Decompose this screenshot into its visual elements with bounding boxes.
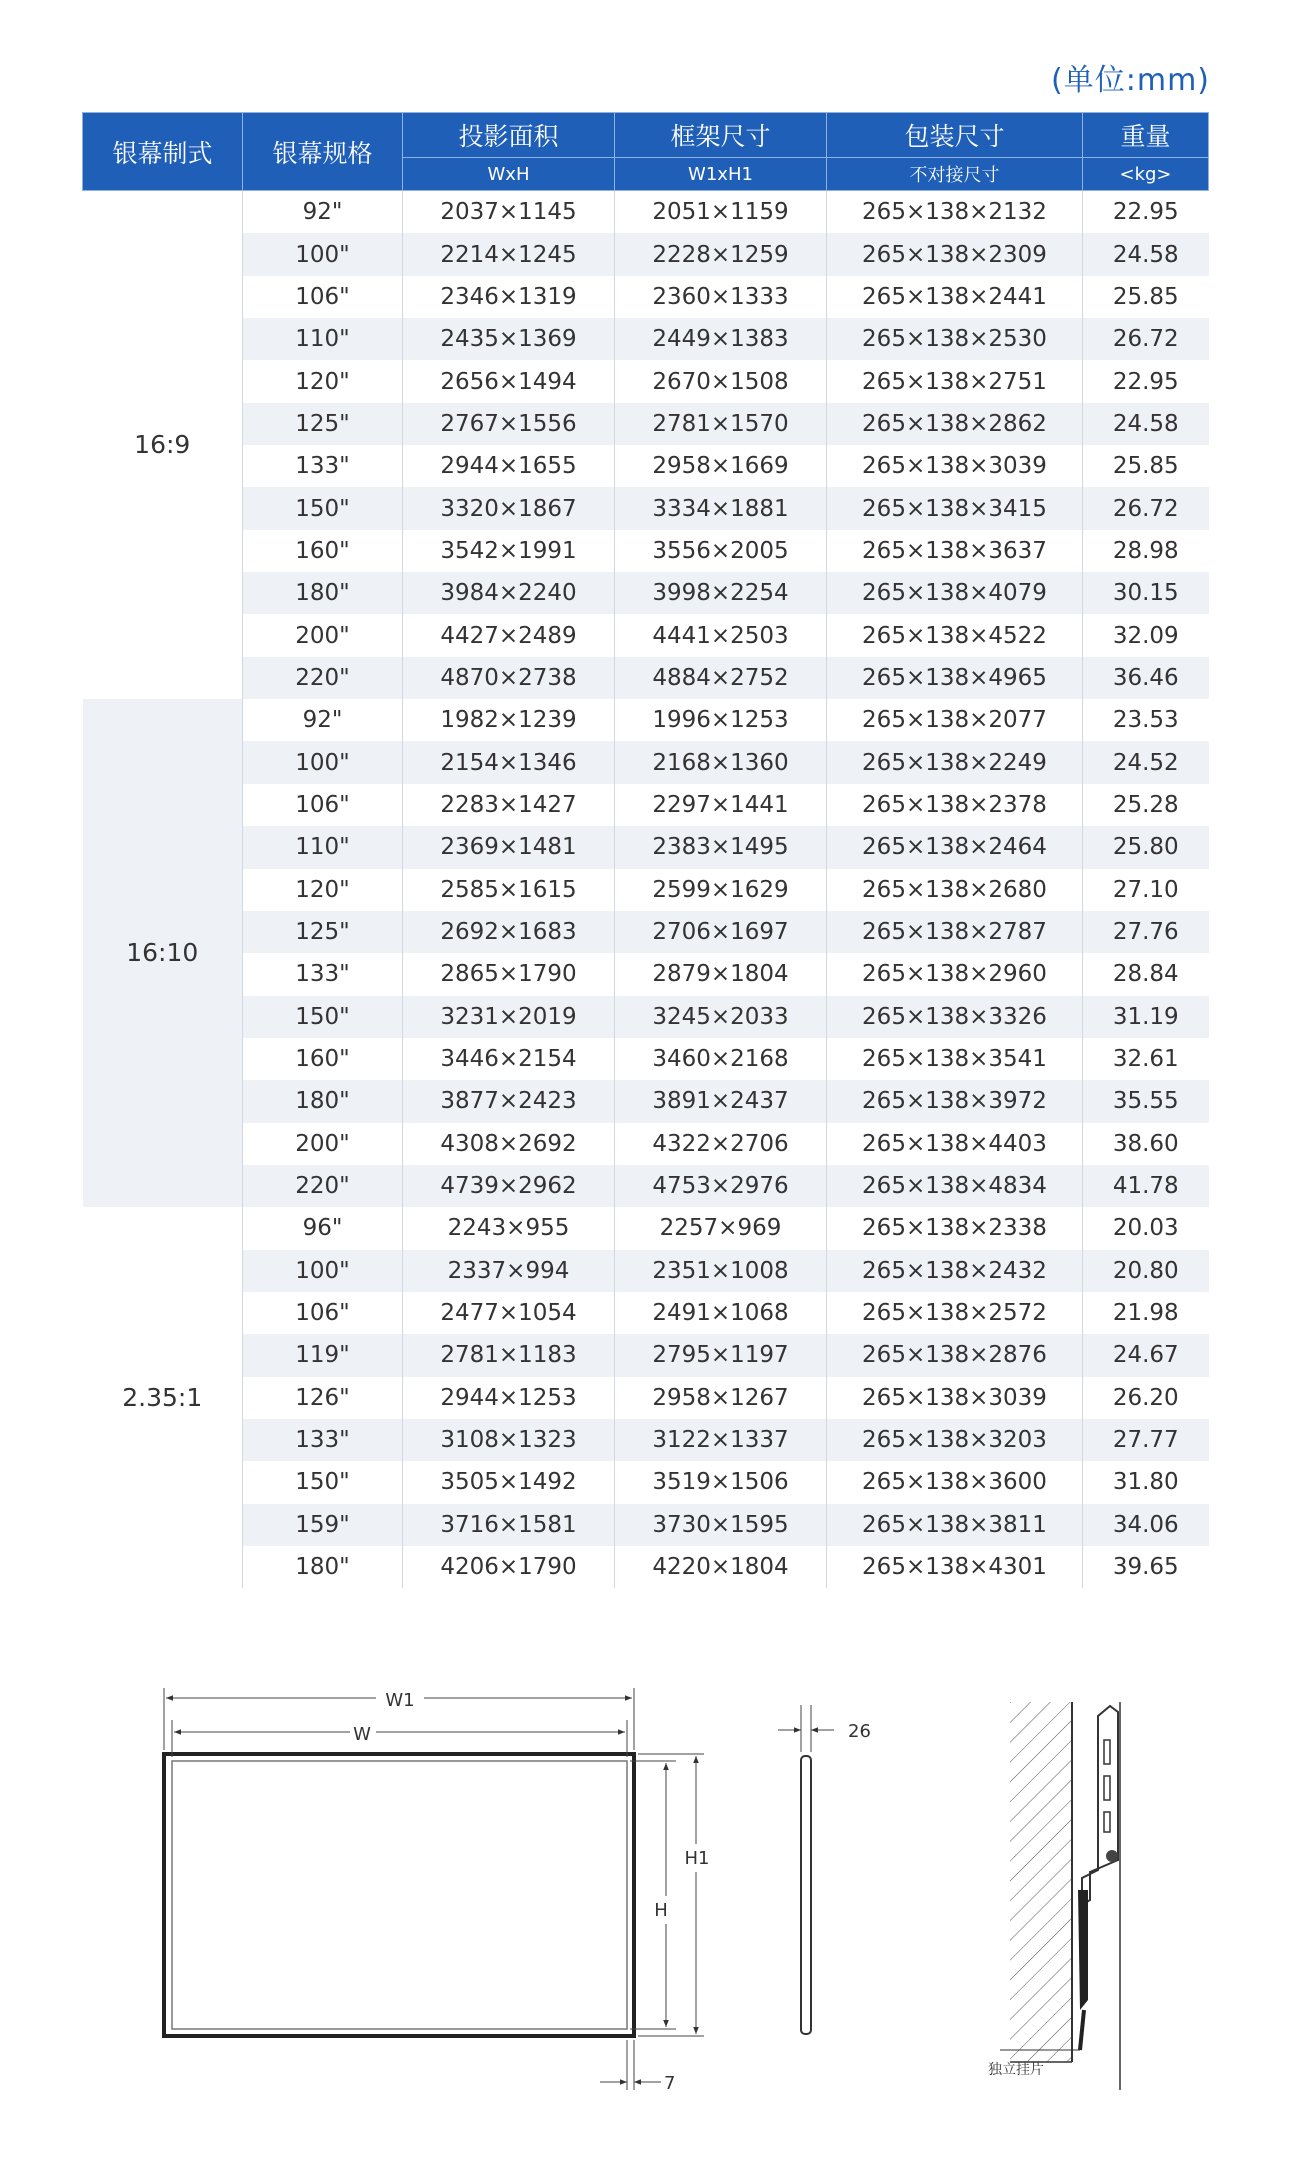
projection-cell: 4308×2692 [403, 1123, 615, 1165]
size-cell: 100" [243, 741, 403, 783]
weight-cell: 31.80 [1112, 1469, 1179, 1496]
frame-cell: 2297×1441 [615, 784, 827, 826]
package-cell: 265×138×2378 [827, 784, 1083, 826]
weight-cell: 32.61 [1112, 1046, 1179, 1073]
size-cell: 92" [243, 191, 403, 234]
weight-cell: 28.98 [1112, 537, 1179, 564]
size-cell: 200" [243, 1123, 403, 1165]
package-cell: 265×138×2787 [827, 911, 1083, 953]
package-cell: 265×138×3203 [827, 1419, 1083, 1461]
weight-cell: 20.03 [1112, 1215, 1179, 1242]
frame-cell: 2958×1267 [615, 1377, 827, 1419]
package-cell: 265×138×2132 [827, 191, 1083, 234]
frame-cell: 2958×1669 [615, 445, 827, 487]
size-cell: 133" [243, 445, 403, 487]
projection-cell: 4739×2962 [403, 1165, 615, 1207]
header-package: 包装尺寸 [827, 113, 1083, 158]
format-cell: 16:9 [83, 191, 243, 700]
format-cell: 16:10 [83, 699, 243, 1207]
frame-cell: 2599×1629 [615, 869, 827, 911]
package-cell: 265×138×2464 [827, 826, 1083, 868]
package-cell: 265×138×2751 [827, 360, 1083, 402]
header-package-sub: 不对接尺寸 [827, 158, 1083, 191]
projection-cell: 2944×1655 [403, 445, 615, 487]
size-cell: 220" [243, 657, 403, 699]
projection-cell: 2283×1427 [403, 784, 615, 826]
projection-cell: 2944×1253 [403, 1377, 615, 1419]
size-cell: 125" [243, 911, 403, 953]
projection-cell: 2435×1369 [403, 318, 615, 360]
size-cell: 96" [243, 1207, 403, 1249]
frame-cell: 4441×2503 [615, 614, 827, 656]
wall-mount-drawing [988, 1702, 1120, 2090]
frame-cell: 2879×1804 [615, 953, 827, 995]
weight-cell: 27.10 [1112, 876, 1179, 903]
package-cell: 265×138×2309 [827, 233, 1083, 275]
size-cell: 150" [243, 1461, 403, 1503]
weight-cell: 24.67 [1083, 1334, 1209, 1376]
package-cell: 265×138×2530 [827, 318, 1083, 360]
weight-cell: 22.95 [1112, 199, 1179, 226]
frame-cell: 3730×1595 [615, 1504, 827, 1546]
size-cell: 160" [243, 530, 403, 572]
size-cell: 220" [243, 1165, 403, 1207]
weight-cell: 32.09 [1112, 622, 1179, 649]
weight-cell: 26.72 [1083, 487, 1209, 529]
header-size: 银幕规格 [243, 113, 403, 191]
projection-cell: 2692×1683 [403, 911, 615, 953]
dim-h1-label: H1 [684, 1848, 710, 1869]
size-cell: 180" [243, 572, 403, 614]
frame-cell: 4220×1804 [615, 1546, 827, 1588]
projection-cell: 3542×1991 [403, 530, 615, 572]
frame-cell: 2449×1383 [615, 318, 827, 360]
frame-cell: 4753×2976 [615, 1165, 827, 1207]
package-cell: 265×138×4834 [827, 1165, 1083, 1207]
size-cell: 125" [243, 403, 403, 445]
projection-cell: 4206×1790 [403, 1546, 615, 1588]
header-frame: 框架尺寸 [615, 113, 827, 158]
weight-cell: 36.46 [1083, 657, 1209, 699]
package-cell: 265×138×4403 [827, 1123, 1083, 1165]
weight-cell: 39.65 [1112, 1554, 1179, 1581]
header-projection: 投影面积 [403, 113, 615, 158]
projection-cell: 2346×1319 [403, 276, 615, 318]
package-cell: 265×138×4079 [827, 572, 1083, 614]
frame-cell: 2360×1333 [615, 276, 827, 318]
projection-cell: 3108×1323 [403, 1419, 615, 1461]
weight-cell: 24.58 [1083, 403, 1209, 445]
header-weight: 重量 [1083, 113, 1209, 158]
frame-cell: 2351×1008 [615, 1250, 827, 1292]
frame-cell: 2491×1068 [615, 1292, 827, 1334]
package-cell: 265×138×3600 [827, 1461, 1083, 1503]
size-cell: 150" [243, 487, 403, 529]
frame-cell: 2781×1570 [615, 403, 827, 445]
frame-cell: 1996×1253 [615, 699, 827, 741]
projection-cell: 2337×994 [403, 1250, 615, 1292]
frame-cell: 2228×1259 [615, 233, 827, 275]
package-cell: 265×138×2338 [827, 1207, 1083, 1249]
frame-cell: 3556×2005 [615, 530, 827, 572]
projection-cell: 2767×1556 [403, 403, 615, 445]
header-weight-sub: <kg> [1083, 158, 1209, 191]
weight-cell: 20.80 [1083, 1250, 1209, 1292]
size-cell: 133" [243, 953, 403, 995]
frame-cell: 2670×1508 [615, 360, 827, 402]
package-cell: 265×138×2876 [827, 1334, 1083, 1376]
format-cell: 2.35:1 [83, 1207, 243, 1588]
projection-cell: 4870×2738 [403, 657, 615, 699]
frame-cell: 2168×1360 [615, 741, 827, 783]
weight-cell: 28.84 [1112, 961, 1179, 988]
weight-cell: 41.78 [1083, 1165, 1209, 1207]
frame-cell: 2795×1197 [615, 1334, 827, 1376]
weight-cell: 25.85 [1112, 453, 1179, 480]
frame-cell: 4322×2706 [615, 1123, 827, 1165]
size-cell: 180" [243, 1546, 403, 1588]
package-cell: 265×138×2432 [827, 1250, 1083, 1292]
size-cell: 126" [243, 1377, 403, 1419]
projection-cell: 2214×1245 [403, 233, 615, 275]
weight-cell: 26.20 [1112, 1384, 1179, 1411]
projection-cell: 3320×1867 [403, 487, 615, 529]
projection-cell: 3984×2240 [403, 572, 615, 614]
package-cell: 265×138×4522 [827, 614, 1083, 656]
frame-cell: 2051×1159 [615, 191, 827, 234]
frame-cell: 3519×1506 [615, 1461, 827, 1503]
projection-cell: 4427×2489 [403, 614, 615, 656]
projection-cell: 3505×1492 [403, 1461, 615, 1503]
projection-cell: 2865×1790 [403, 953, 615, 995]
size-cell: 119" [243, 1334, 403, 1376]
package-cell: 265×138×3972 [827, 1080, 1083, 1122]
projection-cell: 2154×1346 [403, 741, 615, 783]
size-cell: 150" [243, 996, 403, 1038]
package-cell: 265×138×2572 [827, 1292, 1083, 1334]
package-cell: 265×138×3637 [827, 530, 1083, 572]
size-cell: 106" [243, 784, 403, 826]
weight-cell: 22.95 [1112, 368, 1179, 395]
size-cell: 92" [243, 699, 403, 741]
weight-cell: 27.77 [1083, 1419, 1209, 1461]
projection-cell: 3716×1581 [403, 1504, 615, 1546]
weight-cell: 25.85 [1112, 283, 1179, 310]
projection-cell: 2781×1183 [403, 1334, 615, 1376]
size-cell: 100" [243, 233, 403, 275]
size-cell: 106" [243, 1292, 403, 1334]
weight-cell: 35.55 [1083, 1080, 1209, 1122]
weight-cell: 21.98 [1112, 1300, 1179, 1327]
package-cell: 265×138×2441 [827, 276, 1083, 318]
side-view-drawing [778, 1705, 871, 2034]
package-cell: 265×138×3811 [827, 1504, 1083, 1546]
package-cell: 265×138×3039 [827, 445, 1083, 487]
package-cell: 265×138×2680 [827, 869, 1083, 911]
frame-cell: 3891×2437 [615, 1080, 827, 1122]
size-cell: 110" [243, 826, 403, 868]
projection-cell: 3231×2019 [403, 996, 615, 1038]
package-cell: 265×138×4301 [827, 1546, 1083, 1588]
dim-h-label: H [654, 1900, 668, 1921]
frame-cell: 2706×1697 [615, 911, 827, 953]
size-cell: 120" [243, 869, 403, 911]
weight-cell: 27.76 [1083, 911, 1209, 953]
header-projection-sub: WxH [403, 158, 615, 191]
dim-w1-label: W1 [385, 1690, 415, 1711]
package-cell: 265×138×3039 [827, 1377, 1083, 1419]
unit-label: (单位:mm) [1051, 63, 1210, 98]
size-cell: 120" [243, 360, 403, 402]
size-cell: 106" [243, 276, 403, 318]
package-cell: 265×138×4965 [827, 657, 1083, 699]
header-frame-sub: W1xH1 [615, 158, 827, 191]
weight-cell: 23.53 [1112, 707, 1179, 734]
projection-cell: 3877×2423 [403, 1080, 615, 1122]
header-format: 银幕制式 [83, 113, 243, 191]
dim-depth-label: 26 [848, 1721, 871, 1742]
dim-border-label: 7 [664, 2073, 676, 2094]
frame-cell: 3245×2033 [615, 996, 827, 1038]
package-cell: 265×138×3541 [827, 1038, 1083, 1080]
package-cell: 265×138×2249 [827, 741, 1083, 783]
frame-cell: 2257×969 [615, 1207, 827, 1249]
frame-cell: 3998×2254 [615, 572, 827, 614]
size-cell: 160" [243, 1038, 403, 1080]
size-cell: 200" [243, 614, 403, 656]
package-cell: 265×138×3326 [827, 996, 1083, 1038]
size-cell: 110" [243, 318, 403, 360]
weight-cell: 24.58 [1083, 233, 1209, 275]
frame-cell: 4884×2752 [615, 657, 827, 699]
size-cell: 159" [243, 1504, 403, 1546]
size-cell: 133" [243, 1419, 403, 1461]
package-cell: 265×138×2077 [827, 699, 1083, 741]
size-cell: 180" [243, 1080, 403, 1122]
projection-cell: 2656×1494 [403, 360, 615, 402]
projection-cell: 2243×955 [403, 1207, 615, 1249]
weight-cell: 25.80 [1083, 826, 1209, 868]
weight-cell: 31.19 [1083, 996, 1209, 1038]
projection-cell: 2477×1054 [403, 1292, 615, 1334]
frame-cell: 3460×2168 [615, 1038, 827, 1080]
frame-cell: 3334×1881 [615, 487, 827, 529]
projection-cell: 1982×1239 [403, 699, 615, 741]
weight-cell: 26.72 [1083, 318, 1209, 360]
size-cell: 100" [243, 1250, 403, 1292]
projection-cell: 2369×1481 [403, 826, 615, 868]
package-cell: 265×138×3415 [827, 487, 1083, 529]
front-view-drawing [164, 1688, 710, 2094]
projection-cell: 3446×2154 [403, 1038, 615, 1080]
projection-cell: 2585×1615 [403, 869, 615, 911]
bracket-label: 独立挂片 [988, 2062, 1044, 2078]
weight-cell: 24.52 [1083, 741, 1209, 783]
frame-cell: 3122×1337 [615, 1419, 827, 1461]
weight-cell: 38.60 [1112, 1130, 1179, 1157]
weight-cell: 34.06 [1083, 1504, 1209, 1546]
weight-cell: 30.15 [1083, 572, 1209, 614]
frame-cell: 2383×1495 [615, 826, 827, 868]
projection-cell: 2037×1145 [403, 191, 615, 234]
package-cell: 265×138×2862 [827, 403, 1083, 445]
weight-cell: 25.28 [1112, 791, 1179, 818]
dim-w-label: W [353, 1724, 371, 1745]
package-cell: 265×138×2960 [827, 953, 1083, 995]
